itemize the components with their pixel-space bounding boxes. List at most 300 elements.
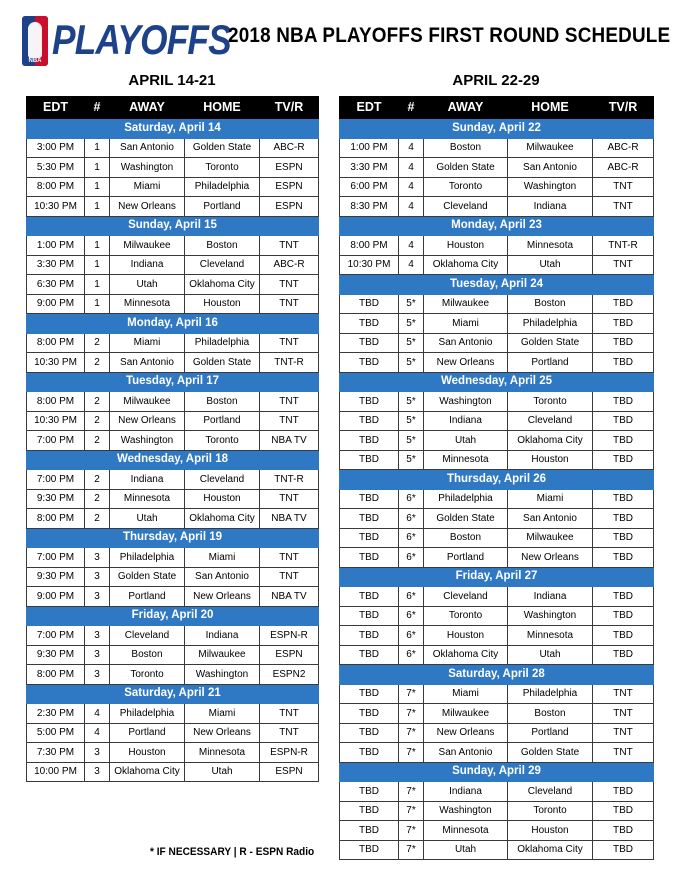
- game-number: 4: [85, 704, 110, 724]
- tv-network: ESPN-R: [260, 743, 319, 763]
- game-time: TBD: [340, 314, 399, 334]
- home-team: Toronto: [508, 801, 593, 821]
- game-number: 2: [85, 489, 110, 509]
- game-time: TBD: [340, 411, 399, 431]
- away-team: Oklahoma City: [424, 255, 508, 275]
- game-number: 3: [85, 548, 110, 568]
- day-label: Tuesday, April 24: [340, 275, 654, 295]
- away-team: Boston: [424, 528, 508, 548]
- away-team: San Antonio: [424, 333, 508, 353]
- day-label: Sunday, April 22: [340, 119, 654, 139]
- tv-network: TNT: [593, 255, 654, 275]
- game-time: 7:00 PM: [27, 470, 85, 490]
- game-number: 3: [85, 567, 110, 587]
- game-row: [340, 821, 654, 841]
- away-team: Miami: [110, 333, 185, 353]
- page-title: 2018 NBA PLAYOFFS FIRST ROUND SCHEDULE: [228, 24, 671, 47]
- home-team: Washington: [508, 606, 593, 626]
- away-team: Oklahoma City: [110, 762, 185, 782]
- away-team: Indiana: [424, 782, 508, 802]
- game-time: TBD: [340, 509, 399, 529]
- away-team: Utah: [424, 431, 508, 451]
- away-team: Milwaukee: [110, 236, 185, 256]
- home-team: Indiana: [185, 626, 260, 646]
- game-number: 4: [399, 236, 424, 256]
- home-team: Portland: [508, 353, 593, 373]
- game-time: 8:00 PM: [340, 236, 399, 256]
- away-team: Milwaukee: [424, 294, 508, 314]
- game-number: 2: [85, 431, 110, 451]
- game-row: [340, 606, 654, 626]
- game-time: 9:30 PM: [27, 645, 85, 665]
- table-header-row: [340, 97, 654, 119]
- game-number: 1: [85, 197, 110, 217]
- day-header-row: [27, 684, 319, 704]
- away-team: Golden State: [424, 509, 508, 529]
- tv-network: TBD: [593, 411, 654, 431]
- tv-network: TBD: [593, 431, 654, 451]
- day-header-row: [340, 119, 654, 139]
- home-team: Cleveland: [508, 782, 593, 802]
- game-time: TBD: [340, 723, 399, 743]
- column-header: EDT: [340, 97, 399, 119]
- tv-network: TNT: [260, 294, 319, 314]
- away-team: New Orleans: [110, 411, 185, 431]
- game-time: TBD: [340, 840, 399, 860]
- game-row: [27, 626, 319, 646]
- day-header-row: [340, 275, 654, 295]
- left-column-heading: APRIL 14-21: [128, 72, 216, 89]
- game-number: 4: [399, 158, 424, 178]
- game-row: [27, 236, 319, 256]
- column-header: #: [399, 97, 424, 119]
- day-header-row: [27, 314, 319, 334]
- game-number: 6*: [399, 645, 424, 665]
- game-row: [27, 197, 319, 217]
- home-team: Philadelphia: [508, 314, 593, 334]
- column-header: #: [85, 97, 110, 119]
- game-time: 1:00 PM: [27, 236, 85, 256]
- game-row: [340, 197, 654, 217]
- game-row: [340, 411, 654, 431]
- tv-network: TBD: [593, 509, 654, 529]
- right-column-heading: APRIL 22-29: [452, 72, 540, 89]
- home-team: Oklahoma City: [508, 431, 593, 451]
- game-row: [27, 392, 319, 412]
- home-team: Portland: [185, 197, 260, 217]
- tv-network: TBD: [593, 353, 654, 373]
- home-team: Miami: [185, 704, 260, 724]
- game-time: TBD: [340, 684, 399, 704]
- game-number: 2: [85, 353, 110, 373]
- home-team: Toronto: [508, 392, 593, 412]
- table-header-row: [27, 97, 319, 119]
- game-row: [27, 704, 319, 724]
- away-team: San Antonio: [110, 353, 185, 373]
- day-label: Wednesday, April 18: [27, 450, 319, 470]
- day-label: Sunday, April 15: [27, 216, 319, 236]
- away-team: Minnesota: [110, 489, 185, 509]
- game-row: [340, 255, 654, 275]
- home-team: New Orleans: [185, 587, 260, 607]
- game-row: [27, 275, 319, 295]
- game-time: TBD: [340, 392, 399, 412]
- home-team: Toronto: [185, 158, 260, 178]
- game-number: 7*: [399, 704, 424, 724]
- tv-network: ESPN2: [260, 665, 319, 685]
- home-team: Philadelphia: [508, 684, 593, 704]
- game-time: 3:30 PM: [27, 255, 85, 275]
- game-number: 3: [85, 587, 110, 607]
- tv-network: TNT: [260, 333, 319, 353]
- game-time: 6:00 PM: [340, 177, 399, 197]
- away-team: San Antonio: [424, 743, 508, 763]
- away-team: Portland: [424, 548, 508, 568]
- game-number: 3: [85, 743, 110, 763]
- home-team: Boston: [508, 704, 593, 724]
- day-header-row: [340, 372, 654, 392]
- schedule-table-april-22-29: [339, 96, 654, 860]
- day-label: Saturday, April 14: [27, 119, 319, 139]
- home-team: Milwaukee: [508, 528, 593, 548]
- game-time: TBD: [340, 645, 399, 665]
- tv-network: ESPN: [260, 197, 319, 217]
- away-team: Utah: [110, 275, 185, 295]
- game-row: [340, 489, 654, 509]
- home-team: Cleveland: [185, 470, 260, 490]
- day-label: Tuesday, April 17: [27, 372, 319, 392]
- game-number: 6*: [399, 509, 424, 529]
- game-time: 7:00 PM: [27, 626, 85, 646]
- game-row: [340, 138, 654, 158]
- game-time: TBD: [340, 528, 399, 548]
- home-team: Utah: [508, 255, 593, 275]
- away-team: Philadelphia: [424, 489, 508, 509]
- away-team: San Antonio: [110, 138, 185, 158]
- home-team: Houston: [508, 450, 593, 470]
- tv-network: TBD: [593, 450, 654, 470]
- game-time: TBD: [340, 704, 399, 724]
- game-time: 10:30 PM: [340, 255, 399, 275]
- away-team: Houston: [424, 626, 508, 646]
- game-row: [27, 548, 319, 568]
- game-number: 3: [85, 665, 110, 685]
- game-number: 2: [85, 392, 110, 412]
- away-team: Indiana: [110, 255, 185, 275]
- tv-network: NBA TV: [260, 431, 319, 451]
- away-team: Miami: [424, 684, 508, 704]
- home-team: Houston: [508, 821, 593, 841]
- game-time: TBD: [340, 431, 399, 451]
- game-number: 7*: [399, 782, 424, 802]
- game-number: 6*: [399, 587, 424, 607]
- home-team: New Orleans: [508, 548, 593, 568]
- tv-network: TNT-R: [260, 470, 319, 490]
- home-team: Washington: [185, 665, 260, 685]
- away-team: Milwaukee: [424, 704, 508, 724]
- tv-network: TNT-R: [593, 236, 654, 256]
- game-time: 8:00 PM: [27, 177, 85, 197]
- tv-network: TNT: [260, 704, 319, 724]
- game-row: [27, 743, 319, 763]
- game-time: 7:00 PM: [27, 548, 85, 568]
- away-team: Toronto: [424, 177, 508, 197]
- day-label: Thursday, April 19: [27, 528, 319, 548]
- game-row: [27, 470, 319, 490]
- away-team: Cleveland: [424, 197, 508, 217]
- home-team: Boston: [508, 294, 593, 314]
- tv-network: TBD: [593, 587, 654, 607]
- home-team: Philadelphia: [185, 333, 260, 353]
- game-number: 5*: [399, 431, 424, 451]
- home-team: Cleveland: [185, 255, 260, 275]
- away-team: Utah: [110, 509, 185, 529]
- day-label: Saturday, April 21: [27, 684, 319, 704]
- game-time: TBD: [340, 743, 399, 763]
- tv-network: TBD: [593, 606, 654, 626]
- away-team: New Orleans: [424, 353, 508, 373]
- game-row: [27, 411, 319, 431]
- tv-network: ESPN: [260, 762, 319, 782]
- tv-network: TNT-R: [260, 353, 319, 373]
- game-time: 10:30 PM: [27, 353, 85, 373]
- tv-network: TBD: [593, 821, 654, 841]
- away-team: Philadelphia: [110, 704, 185, 724]
- game-time: TBD: [340, 801, 399, 821]
- game-number: 1: [85, 275, 110, 295]
- home-team: Golden State: [185, 353, 260, 373]
- game-number: 1: [85, 177, 110, 197]
- away-team: Minnesota: [424, 450, 508, 470]
- tv-network: TNT: [593, 704, 654, 724]
- away-team: Philadelphia: [110, 548, 185, 568]
- tv-network: TBD: [593, 294, 654, 314]
- game-number: 3: [85, 645, 110, 665]
- home-team: Boston: [185, 392, 260, 412]
- game-row: [340, 509, 654, 529]
- day-header-row: [340, 470, 654, 490]
- nba-playoffs-logo: [22, 14, 231, 70]
- game-number: 7*: [399, 743, 424, 763]
- away-team: Portland: [110, 723, 185, 743]
- away-team: Washington: [424, 392, 508, 412]
- tv-network: TBD: [593, 548, 654, 568]
- game-row: [340, 626, 654, 646]
- tv-network: TNT: [260, 411, 319, 431]
- away-team: Utah: [424, 840, 508, 860]
- day-label: Friday, April 27: [340, 567, 654, 587]
- tv-network: ESPN: [260, 177, 319, 197]
- game-row: [27, 158, 319, 178]
- away-team: Indiana: [424, 411, 508, 431]
- tv-network: TNT: [593, 743, 654, 763]
- tv-network: ABC-R: [260, 255, 319, 275]
- home-team: San Antonio: [508, 158, 593, 178]
- home-team: Miami: [508, 489, 593, 509]
- game-time: TBD: [340, 782, 399, 802]
- away-team: New Orleans: [424, 723, 508, 743]
- day-label: Wednesday, April 25: [340, 372, 654, 392]
- day-header-row: [27, 450, 319, 470]
- game-number: 1: [85, 236, 110, 256]
- column-header: AWAY: [110, 97, 185, 119]
- game-row: [340, 528, 654, 548]
- game-number: 5*: [399, 353, 424, 373]
- game-number: 4: [399, 197, 424, 217]
- game-number: 7*: [399, 840, 424, 860]
- tv-network: TBD: [593, 645, 654, 665]
- game-row: [340, 704, 654, 724]
- home-team: San Antonio: [185, 567, 260, 587]
- schedule-table-april-14-21: [26, 96, 319, 782]
- game-time: 9:00 PM: [27, 294, 85, 314]
- tv-network: NBA TV: [260, 587, 319, 607]
- tv-network: TNT: [260, 489, 319, 509]
- home-team: Boston: [185, 236, 260, 256]
- game-number: 1: [85, 158, 110, 178]
- game-row: [340, 333, 654, 353]
- away-team: Golden State: [110, 567, 185, 587]
- game-time: TBD: [340, 548, 399, 568]
- game-time: TBD: [340, 587, 399, 607]
- game-time: 10:30 PM: [27, 197, 85, 217]
- home-team: Oklahoma City: [185, 509, 260, 529]
- game-number: 3: [85, 626, 110, 646]
- tv-network: TBD: [593, 314, 654, 334]
- tv-network: ESPN: [260, 645, 319, 665]
- game-time: TBD: [340, 333, 399, 353]
- home-team: Portland: [508, 723, 593, 743]
- home-team: Houston: [185, 294, 260, 314]
- tv-network: TNT: [260, 275, 319, 295]
- game-number: 6*: [399, 548, 424, 568]
- away-team: Portland: [110, 587, 185, 607]
- game-row: [340, 743, 654, 763]
- nba-logo-icon: NBA: [22, 16, 48, 66]
- day-label: Thursday, April 26: [340, 470, 654, 490]
- tv-network: TNT: [593, 177, 654, 197]
- game-time: 1:00 PM: [340, 138, 399, 158]
- home-team: Minnesota: [508, 626, 593, 646]
- game-row: [340, 782, 654, 802]
- column-header: TV/R: [260, 97, 319, 119]
- game-row: [340, 177, 654, 197]
- game-row: [340, 158, 654, 178]
- tv-network: TBD: [593, 333, 654, 353]
- logo-wordmark: PLAYOFFS: [52, 16, 231, 63]
- game-row: [27, 294, 319, 314]
- away-team: Houston: [424, 236, 508, 256]
- game-row: [340, 684, 654, 704]
- game-number: 7*: [399, 684, 424, 704]
- home-team: Cleveland: [508, 411, 593, 431]
- game-number: 6*: [399, 489, 424, 509]
- game-row: [340, 314, 654, 334]
- game-number: 4: [399, 138, 424, 158]
- game-row: [27, 353, 319, 373]
- game-number: 6*: [399, 626, 424, 646]
- home-team: Miami: [185, 548, 260, 568]
- day-label: Monday, April 16: [27, 314, 319, 334]
- day-header-row: [340, 567, 654, 587]
- game-number: 6*: [399, 528, 424, 548]
- home-team: Houston: [185, 489, 260, 509]
- home-team: Minnesota: [185, 743, 260, 763]
- away-team: Minnesota: [110, 294, 185, 314]
- tv-network: TNT: [260, 392, 319, 412]
- footnote: * IF NECESSARY | R - ESPN Radio: [150, 846, 315, 858]
- game-number: 2: [85, 333, 110, 353]
- tv-network: TNT: [593, 723, 654, 743]
- game-row: [340, 801, 654, 821]
- day-header-row: [340, 216, 654, 236]
- away-team: Golden State: [424, 158, 508, 178]
- home-team: Indiana: [508, 587, 593, 607]
- game-time: 3:00 PM: [27, 138, 85, 158]
- game-row: [27, 645, 319, 665]
- tv-network: ABC-R: [593, 158, 654, 178]
- tv-network: TNT: [260, 236, 319, 256]
- tv-network: TNT: [260, 567, 319, 587]
- game-row: [27, 489, 319, 509]
- game-time: 8:00 PM: [27, 392, 85, 412]
- game-number: 5*: [399, 333, 424, 353]
- day-header-row: [27, 528, 319, 548]
- home-team: Oklahoma City: [185, 275, 260, 295]
- tv-network: TBD: [593, 626, 654, 646]
- game-number: 2: [85, 470, 110, 490]
- home-team: Utah: [508, 645, 593, 665]
- game-time: TBD: [340, 450, 399, 470]
- game-time: 7:30 PM: [27, 743, 85, 763]
- home-team: Washington: [508, 177, 593, 197]
- home-team: Portland: [185, 411, 260, 431]
- game-time: 5:00 PM: [27, 723, 85, 743]
- game-time: 8:30 PM: [340, 197, 399, 217]
- tv-network: TBD: [593, 489, 654, 509]
- away-team: Toronto: [110, 665, 185, 685]
- game-row: [340, 353, 654, 373]
- column-header: HOME: [185, 97, 260, 119]
- game-time: 9:30 PM: [27, 489, 85, 509]
- day-label: Sunday, April 29: [340, 762, 654, 782]
- day-header-row: [27, 216, 319, 236]
- game-number: 2: [85, 509, 110, 529]
- game-number: 3: [85, 762, 110, 782]
- home-team: Indiana: [508, 197, 593, 217]
- game-time: 9:30 PM: [27, 567, 85, 587]
- away-team: Washington: [424, 801, 508, 821]
- game-number: 2: [85, 411, 110, 431]
- column-header: AWAY: [424, 97, 508, 119]
- day-label: Saturday, April 28: [340, 665, 654, 685]
- day-label: Monday, April 23: [340, 216, 654, 236]
- game-row: [340, 431, 654, 451]
- column-header: HOME: [508, 97, 593, 119]
- home-team: Philadelphia: [185, 177, 260, 197]
- game-number: 5*: [399, 411, 424, 431]
- game-time: TBD: [340, 294, 399, 314]
- day-header-row: [27, 119, 319, 139]
- game-time: 10:00 PM: [27, 762, 85, 782]
- game-number: 7*: [399, 723, 424, 743]
- game-row: [27, 333, 319, 353]
- tv-network: ESPN: [260, 158, 319, 178]
- game-row: [27, 723, 319, 743]
- game-row: [27, 138, 319, 158]
- tv-network: TBD: [593, 801, 654, 821]
- away-team: Miami: [424, 314, 508, 334]
